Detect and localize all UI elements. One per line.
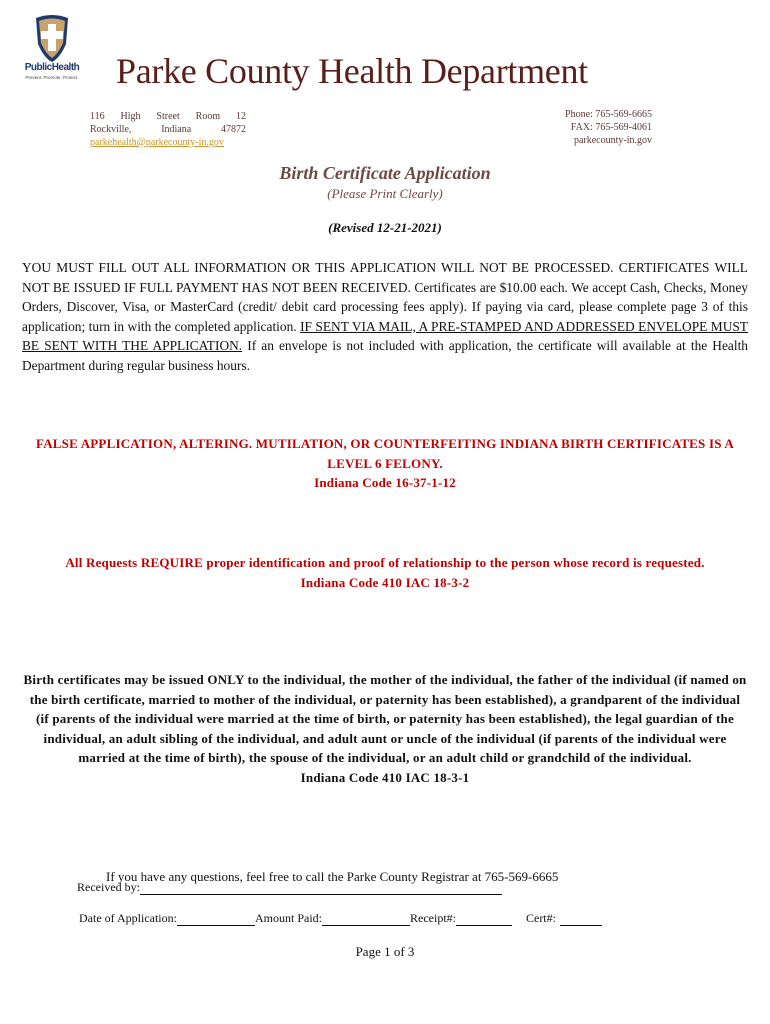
phone: Phone: 765-569-6665: [565, 109, 652, 120]
contact-block: [565, 108, 652, 147]
office-use-row: [79, 911, 602, 926]
revised-date: (Revised 12-21-2021): [328, 220, 442, 235]
page-number: Page 1 of 3: [355, 944, 415, 959]
contact-question: If you have any questions, feel free to call the Parke County Registrar at 765-569-6665: [106, 869, 559, 884]
warning-code: Indiana Code 16-37-1-12: [314, 475, 456, 490]
org-name: Parke County Health Department: [116, 51, 588, 91]
intro-part1: YOU MUST FILL OUT ALL INFORMATION OR THIS APPLICATION WILL NOT BE PROCESSED. CERTIFICATES WILL NOT BE ISSUED IF FULL PAYMENT HAS NOT BEEN RECEIVED. Certificates are $10.00 each. We accept Cash, Checks, Money Orders, Discover, Visa, or MasterCard (credit/ debit card processing fees apply). If paying via card, please complete page 3 of this application; turn in with the completed application.: [22, 260, 748, 334]
receipt-label: Receipt#:: [410, 911, 456, 925]
cert-label: Cert#:: [525, 911, 556, 925]
eligibility-paragraph: [22, 670, 748, 788]
mail-requirement: IF SENT VIA MAIL, A PRE-STAMPED AND ADDRESSED ENVELOPE MUST BE SENT WITH THE APPLICATION.: [22, 318, 748, 354]
warning-text: FALSE APPLICATION, ALTERING. MUTILATION, OR COUNTERFEITING INDIANA BIRTH CERTIFICATES IS A LEVEL 6 FELONY.: [36, 436, 734, 471]
requirement-code: Indiana Code 410 IAC 18-3-2: [300, 574, 470, 590]
form-title: Birth Certificate Application: [279, 163, 491, 183]
fax: FAX: 765-569-4061: [570, 122, 652, 133]
date-label: Date of Application:: [79, 911, 177, 925]
logo-text: PublicHealth: [24, 62, 80, 73]
received-by-row: [77, 880, 502, 895]
address-line2: Rockville, Indiana 47872: [90, 124, 246, 135]
eligibility-code: Indiana Code 410 IAC 18-3-1: [300, 769, 470, 785]
cert-field[interactable]: [560, 913, 602, 926]
logo-tagline: Prevent. Promote. Protect.: [25, 75, 79, 80]
address-line1: 116 High Street Room 12: [90, 111, 246, 122]
website: parkecounty-in.gov: [573, 135, 652, 146]
date-field[interactable]: [177, 913, 255, 926]
receipt-field[interactable]: [456, 913, 512, 926]
received-by-field[interactable]: [140, 880, 502, 895]
email-link[interactable]: parkehealth@parkecounty-in.gov: [90, 137, 224, 148]
address-block: [90, 110, 246, 149]
form-subtitle: (Please Print Clearly): [327, 186, 443, 201]
intro-part2: If an envelope is not included with application, the certificate will available at the Health Department during regular business hours.: [22, 338, 749, 373]
felony-warning: [22, 434, 748, 493]
amount-field[interactable]: [322, 913, 410, 926]
public-health-shield-logo: [14, 14, 90, 84]
intro-paragraph: [22, 258, 748, 376]
amount-label: Amount Paid:: [254, 911, 322, 925]
received-by-label: Received by:: [77, 880, 140, 894]
eligibility-text: Birth certificates may be issued ONLY to the individual, the mother of the individual, the father of the individual (if named on the birth certificate, married to mother of the individual, or paternity has been established), a grandparent of the individual (if parents of the individual were married at the time of birth, or paternity has been established), the legal guardian of the individual, an adult sibling of the individual, and adult aunt or uncle of the individual (if parents of the individual were married at the time of birth), the spouse of the individual, or an adult child or grandchild of the individual.: [23, 672, 747, 766]
requirement-text: All Requests REQUIRE proper identification and proof of relationship to the person whose record is requested.: [65, 555, 705, 570]
id-requirement: [22, 553, 748, 592]
